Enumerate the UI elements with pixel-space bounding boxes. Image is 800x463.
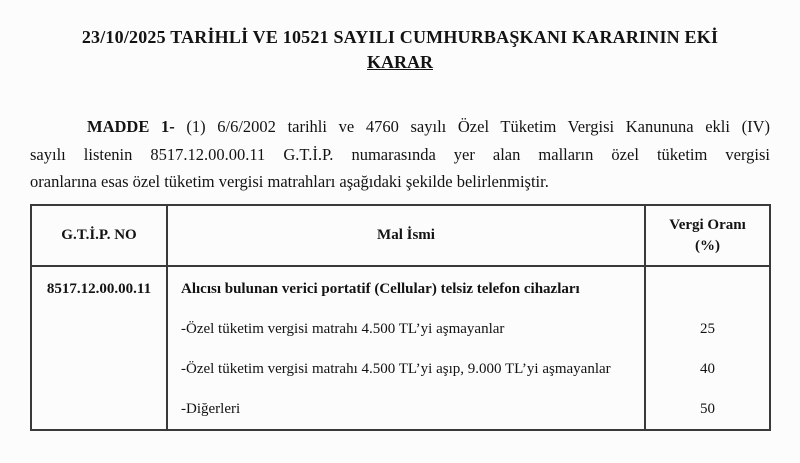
header-vergi-orani-line2: (%) [695,237,720,254]
item-label-2: -Özel tüketim vergisi matrahı 4.500 TL’yi aşıp, 9.000 TL’yi aşmayanlar [181,360,611,377]
item-rate-1: 25 [700,320,715,337]
gtip-no-cell [32,267,168,429]
table-header-row [32,206,769,267]
article-line-2: sayılı listenin 8517.12.00.00.11 G.T.İ.P. numarasında yer alan malların özel tüketim vergisi [30,144,770,164]
product-title: Alıcısı bulunan verici portatif (Cellular) telsiz telefon cihazları [181,280,580,297]
article-line-3: oranlarına esas özel tüketim vergisi matrahları aşağıdaki şekilde belirlenmiştir. [30,172,549,191]
rate-spacer [646,269,769,309]
gtip-no-value: 8517.12.00.00.11 [46,280,152,297]
tax-rate-table [30,204,771,431]
article-label: MADDE 1- [87,117,175,136]
document-subtitle [0,50,800,74]
decree-document-page [0,25,800,463]
item-rate-3: 50 [700,400,715,417]
mal-ismi-cell [168,267,646,429]
item-label-1: -Özel tüketim vergisi matrahı 4.500 TL’yi aşmayanlar [181,320,505,337]
article-line-1 [30,113,770,141]
document-title: 23/10/2025 TARİHLİ VE 10521 SAYILI CUMHURBAŞKANI KARARININ EKİ [81,27,719,47]
header-vergi-orani-line1: Vergi Oranı [669,216,746,233]
item-rate-2: 40 [700,360,715,377]
document-subtitle-text: KARAR [367,52,433,72]
header-mal-ismi: Mal İsmi [168,206,646,265]
article-paragraph [30,113,770,196]
header-vergi-orani [646,206,769,265]
table-body-row [32,267,769,429]
item-label-3: -Diğerleri [181,400,241,417]
vergi-orani-cell [646,267,769,429]
article-line-1-text: (1) 6/6/2002 tarihli ve 4760 sayılı Özel Tüketim Vergisi Kanununa ekli (IV) [174,117,770,136]
header-gtip-no: G.T.İ.P. NO [32,206,168,265]
